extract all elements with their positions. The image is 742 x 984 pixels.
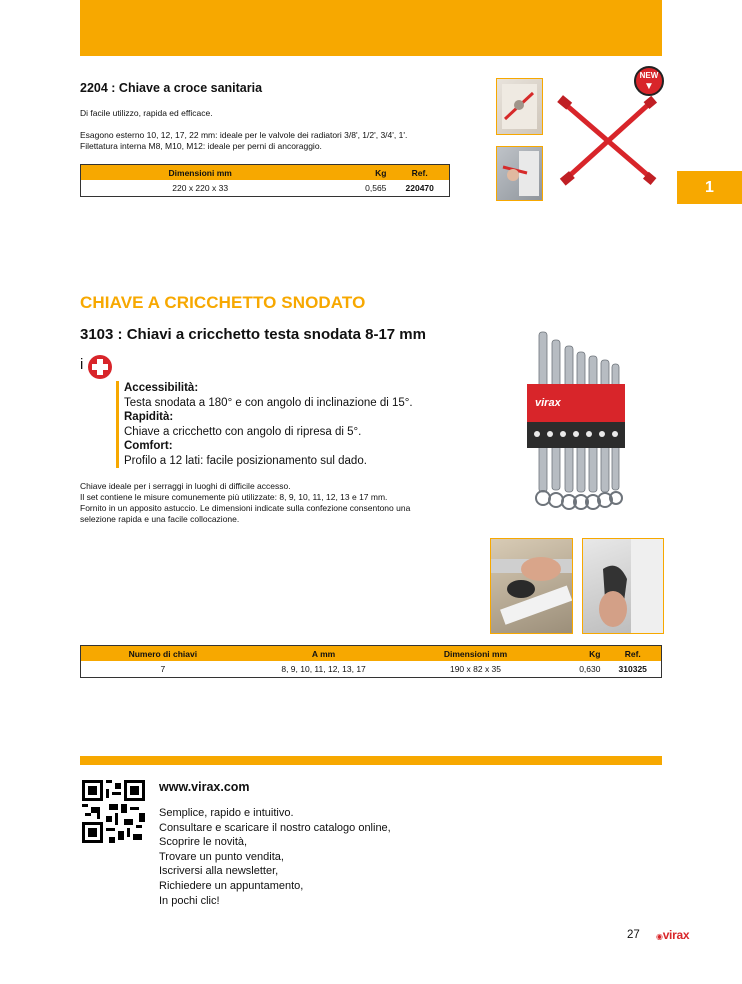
brand-mark-icon: ◉ bbox=[656, 932, 663, 941]
table-header-row bbox=[81, 165, 450, 181]
table-cell: 8, 9, 10, 11, 12, 13, 17 bbox=[281, 664, 366, 674]
feature-box bbox=[116, 381, 454, 468]
holder-brand: virax bbox=[535, 397, 561, 409]
product-desc-line: Chiave ideale per i serraggi in luoghi di difficile accesso. bbox=[80, 481, 291, 491]
table-row bbox=[81, 180, 450, 197]
footer-line: Richiedere un appuntamento, bbox=[159, 879, 304, 892]
footer-line: Iscriversi alla newsletter, bbox=[159, 865, 279, 878]
table-header-cell: Ref. bbox=[604, 646, 661, 662]
table-cell-ref: 310325 bbox=[618, 664, 647, 674]
usage-photo-pipes bbox=[490, 538, 573, 634]
table-cell: 0,630 bbox=[579, 664, 601, 674]
feature-text: Chiave a cricchetto con angolo di ripresa di 5°. bbox=[124, 425, 362, 438]
product-desc-line: Fornito in un apposito astuccio. Le dimensioni indicate sulla confezione consentono una bbox=[80, 503, 411, 513]
footer-text bbox=[159, 806, 391, 908]
cross-wrench-image bbox=[553, 90, 663, 190]
table-row bbox=[81, 661, 662, 678]
feature-title: Rapidità: bbox=[124, 411, 174, 423]
table-cell: 7 bbox=[160, 664, 166, 674]
qr-code-icon bbox=[82, 780, 145, 843]
table-header-cell: Dimensioni mm bbox=[402, 646, 548, 662]
footer-line: Trovare un punto vendita, bbox=[159, 850, 284, 863]
spec-table-2204 bbox=[80, 164, 450, 197]
page-number: 27 bbox=[627, 929, 640, 941]
new-badge bbox=[634, 66, 664, 96]
table-header-cell: Numero di chiavi bbox=[81, 646, 245, 662]
product-desc-line: Il set contiene le misure comunemente più utilizzate: 8, 9, 10, 11, 12, 13 e 17 mm. bbox=[80, 492, 388, 502]
product-title-3103: 3103 : Chiavi a cricchetto testa snodata 8-17 mm bbox=[80, 326, 426, 343]
feature-title: Accessibilità: bbox=[124, 382, 199, 394]
table-header-cell: A mm bbox=[245, 646, 403, 662]
footer-website[interactable]: www.virax.com bbox=[159, 780, 250, 794]
table-header-cell: Ref. bbox=[390, 165, 449, 181]
footer-line: In pochi clic! bbox=[159, 894, 220, 907]
wrench-set-drawing bbox=[525, 322, 627, 527]
footer-line: Scoprire le novità, bbox=[159, 836, 248, 849]
product-desc-line: Esagono esterno 10, 12, 17, 22 mm: ideale per le valvole dei radiatori 3/8', 1/2', 3/4', 1'. bbox=[80, 130, 408, 140]
table-header-cell: Dimensioni mm bbox=[81, 165, 320, 181]
table-cell: 220 x 220 x 33 bbox=[172, 183, 229, 193]
product-photo-valve bbox=[496, 78, 543, 135]
spec-table-3103 bbox=[80, 645, 662, 678]
plus-icon bbox=[87, 354, 113, 380]
product-description bbox=[80, 481, 460, 525]
info-prefix: i bbox=[80, 356, 84, 373]
feature-text: Profilo a 12 lati: facile posizionamento sul dado. bbox=[124, 454, 367, 467]
product-desc-line: Di facile utilizzo, rapida ed efficace. bbox=[80, 108, 213, 118]
chapter-tab: 1 bbox=[677, 171, 742, 204]
footer-line: Consultare e scaricare il nostro catalogo online, bbox=[159, 821, 391, 834]
photo-drawing bbox=[583, 539, 663, 633]
table-header-cell: Kg bbox=[319, 165, 390, 181]
product-title-2204: 2204 : Chiave a croce sanitaria bbox=[80, 81, 263, 95]
table-cell: 0,565 bbox=[365, 183, 387, 193]
table-cell-ref: 220470 bbox=[405, 183, 434, 193]
table-cell: 190 x 82 x 35 bbox=[449, 664, 502, 674]
product-desc-line: selezione rapida e una facile collocazione. bbox=[80, 514, 240, 524]
photo-drawing bbox=[491, 539, 572, 633]
feature-title: Comfort: bbox=[124, 440, 173, 452]
badge-arrow-icon: ▼ bbox=[644, 81, 654, 92]
brand-logo-text: virax bbox=[662, 928, 690, 942]
table-header-row bbox=[81, 646, 662, 662]
product-desc-line: Filettatura interna M8, M10, M12: ideale per perni di ancoraggio. bbox=[80, 141, 322, 151]
brand-logo bbox=[656, 928, 689, 942]
product-photo-radiator bbox=[496, 146, 543, 201]
footer-band bbox=[80, 756, 662, 765]
footer-line: Semplice, rapido e intuitivo. bbox=[159, 807, 294, 819]
feature-text: Testa snodata a 180° e con angolo di inclinazione di 15°. bbox=[124, 396, 413, 409]
section-title: CHIAVE A CRICCHETTO SNODATO bbox=[80, 293, 366, 312]
header-band bbox=[80, 0, 662, 56]
table-header-cell: Kg bbox=[549, 646, 605, 662]
wrench-set-image bbox=[525, 322, 627, 527]
photo-drawing bbox=[497, 79, 542, 134]
usage-photo-radiator bbox=[582, 538, 664, 634]
new-badge-label: NEW bbox=[639, 71, 659, 80]
photo-drawing bbox=[497, 147, 542, 200]
